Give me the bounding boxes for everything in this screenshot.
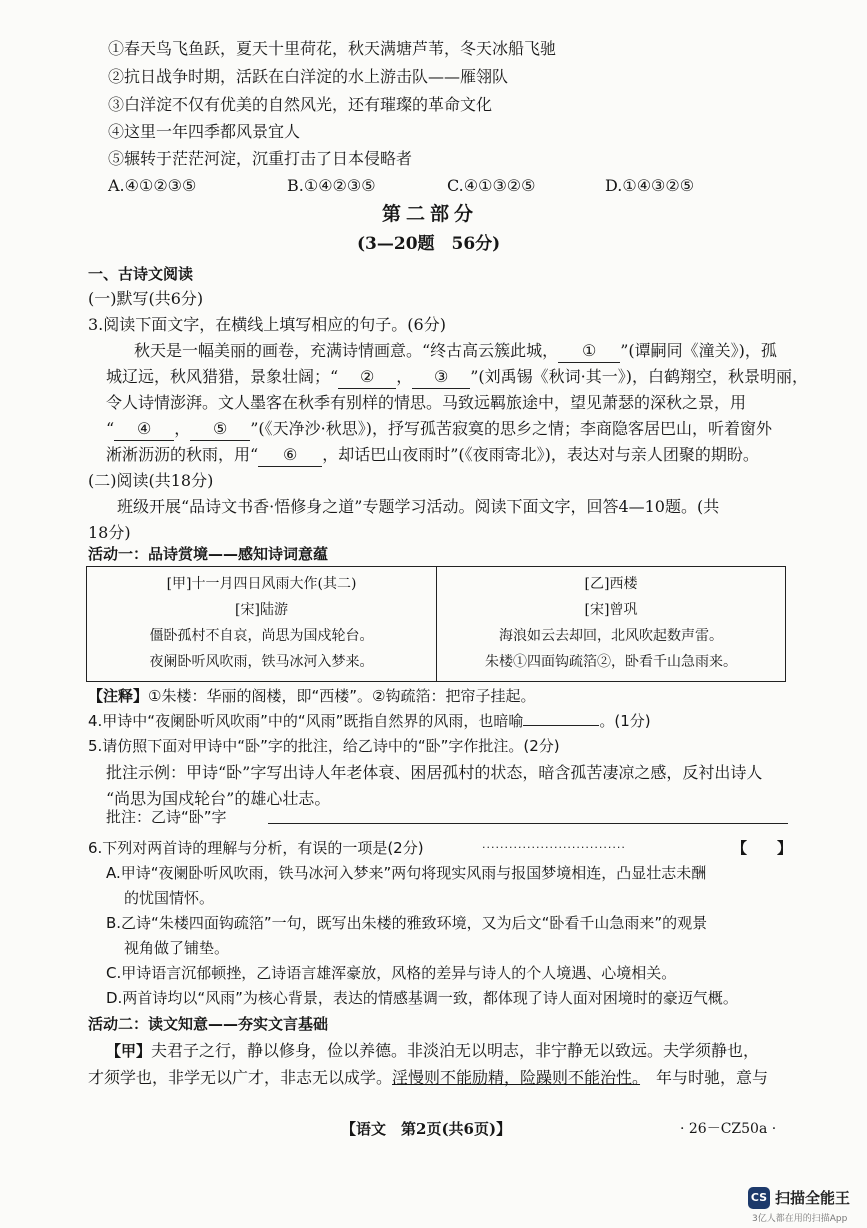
camscanner-name: 扫描全能王: [775, 1189, 851, 1207]
blank-3[interactable]: ③: [412, 366, 470, 389]
activity-two-heading: 活动二：读文知意——夯实文言基础: [88, 1015, 329, 1033]
q6-option-a-1: A.甲诗“夜阑卧听风吹雨，铁马冰河入梦来”两句将现实风雨与报国梦境相连，凸显壮志未酬: [106, 864, 707, 882]
q6-option-c: C.甲诗语言沉郁顿挫，乙诗语言雄浑豪放，风格的差异与诗人的个人境遇、心境相关。: [106, 964, 677, 982]
subsection-heading-2: (二)阅读(共18分): [88, 471, 214, 490]
q3-stem: 3.阅读下面文字，在横线上填写相应的句子。(6分): [88, 315, 446, 334]
part-title: 第二部分: [382, 203, 479, 225]
q4-answer-blank[interactable]: [523, 725, 599, 726]
poem-yi-line-2: 朱楼①四面钩疏箔②，卧看千山急雨来。: [485, 654, 737, 670]
q6-leader-dots: ································: [482, 841, 626, 854]
passage-jia-line-1: 【甲】夫君子之行，静以修身，俭以养德。非淡泊无以明志，非宁静无以致远。夫学须静也，: [106, 1041, 760, 1060]
q5-answer-line[interactable]: [268, 823, 788, 824]
q6-option-a-2: 的忧国情怀。: [124, 889, 215, 907]
q2-choice-c: C.④①③②⑤: [447, 176, 536, 195]
poem-jia-line-2: 夜阑卧听风吹雨，铁马冰河入梦来。: [149, 654, 374, 670]
activity-intro-1: 班级开展“品诗文书香·悟修身之道”专题学习活动。阅读下面文字，回答4—10题。(共: [117, 497, 720, 516]
poem-jia-title: [甲]十一月四日风雨大作(其二): [166, 576, 357, 592]
q6-option-b-1: B.乙诗“朱楼四面钩疏箔”一句，既写出朱楼的雅致环境，又为后文“卧看千山急雨来”的观景: [106, 914, 708, 932]
q6-answer-bracket[interactable]: 【 】: [732, 839, 793, 857]
question-6: 6.下列对两首诗的理解与分析，有误的一项是(2分): [88, 839, 424, 857]
q5-example-1: 批注示例：甲诗“卧”字写出诗人年老体衰、困居孤村的状态，暗含孤苦凄凉之感，反衬出诗人: [106, 763, 763, 782]
subsection-heading-1: (一)默写(共6分): [88, 289, 204, 308]
q2-option-3: ③白洋淀不仅有优美的自然风光，还有璀璨的革命文化: [108, 95, 493, 114]
poem-jia-author: [宋]陆游: [235, 602, 288, 618]
poem-yi-line-1: 海浪如云去却回，北风吹起数声雷。: [499, 628, 723, 644]
q3-line-1: 秋天是一幅美丽的画卷，充满诗情画意。“终古高云簇此城， ① ”(谭嗣同《潼关》)，孤: [134, 340, 777, 363]
q3-line-5: 淅淅沥沥的秋雨，用“ ⑥ ，却话巴山夜雨时”(《夜雨寄北》)，表达对与亲人团聚的期盼。: [106, 444, 759, 467]
activity-intro-2: 18分): [88, 523, 131, 542]
question-5: 5.请仿照下面对甲诗中“卧”字的批注，给乙诗中的“卧”字作批注。(2分): [88, 737, 560, 755]
q3-line-2: 城辽远，秋风猎猎，景象壮阔；“ ② ， ③ ”(刘禹锡《秋词·其一》)，白鹤翔空，秋景明丽，: [106, 366, 808, 389]
q3-line-3: 令人诗情澎湃。文人墨客在秋季有别样的情思。马致远羁旅途中，望见萧瑟的深秋之景，用: [106, 393, 747, 412]
blank-4[interactable]: ④: [114, 418, 174, 441]
q6-option-d: D.两首诗均以“风雨”为核心背景，表达的情感基调一致，都体现了诗人面对困境时的豪迈气概。: [106, 989, 738, 1007]
blank-6[interactable]: ⑥: [258, 444, 322, 467]
part-subtitle: (3—20题 56分): [357, 234, 501, 254]
q2-option-4: ④这里一年四季都风景宜人: [108, 122, 301, 141]
q3-line-4: “ ④ ， ⑤ ”(《天净沙·秋思》)，抒写孤苦寂寞的思乡之情；李商隐客居巴山，听着窗外: [106, 418, 772, 441]
q2-choice-a: A.④①②③⑤: [108, 176, 197, 195]
q2-option-1: ①春天鸟飞鱼跃，夏天十里荷花，秋天满塘芦苇，冬天冰船飞驰: [108, 39, 557, 58]
q6-option-b-2: 视角做了铺垫。: [124, 939, 230, 957]
section-heading: 一、古诗文阅读: [88, 265, 194, 283]
activity-one-heading: 活动一：品诗赏境——感知诗词意蕴: [88, 545, 329, 563]
poem-jia: [87, 567, 436, 681]
poem-yi-author: [宋]曾巩: [584, 602, 638, 618]
page-footer: 【语文 第2页(共6页)】: [341, 1120, 512, 1138]
poem-jia-line-1: 僵卧孤村不自哀，尚思为国戍轮台。: [149, 628, 374, 644]
poem-yi-title: [乙]西楼: [584, 576, 638, 592]
question-4: 4.甲诗中“夜阑卧听风吹雨”中的“风雨”既指自然界的风雨，也暗喻 。(1分): [88, 712, 651, 730]
poem-table: [86, 566, 786, 682]
camscanner-tagline: 3亿人都在用的扫描App: [752, 1214, 848, 1224]
poem-yi: [437, 567, 785, 681]
passage-jia-line-2: 才须学也，非学无以广才，非志无以成学。淫慢则不能励精，险躁则不能治性。 年与时驰，意与: [88, 1068, 769, 1087]
annotation-note: 【注释】①朱楼：华丽的阁楼，即“西楼”。②钩疏箔：把帘子挂起。: [88, 687, 536, 705]
q2-choice-d: D.①④③②⑤: [605, 176, 695, 195]
page-code: · 26－CZ50a ·: [680, 1121, 777, 1137]
q2-option-2: ②抗日战争时期，活跃在白洋淀的水上游击队——雁翎队: [108, 67, 509, 86]
underlined-sentence: 淫慢则不能励精，险躁则不能治性。: [392, 1068, 641, 1087]
q2-option-5: ⑤辗转于茫茫河淀，沉重打击了日本侵略者: [108, 149, 413, 168]
q2-choice-b: B.①④②③⑤: [287, 176, 376, 195]
blank-1[interactable]: ①: [558, 340, 620, 363]
blank-2[interactable]: ②: [338, 366, 396, 389]
camscanner-logo-icon: CS: [748, 1187, 770, 1209]
q5-answer-prompt: 批注：乙诗“卧”字: [106, 808, 227, 826]
blank-5[interactable]: ⑤: [190, 418, 250, 441]
q5-example-2: “尚思为国戍轮台”的雄心壮志。: [106, 789, 331, 808]
